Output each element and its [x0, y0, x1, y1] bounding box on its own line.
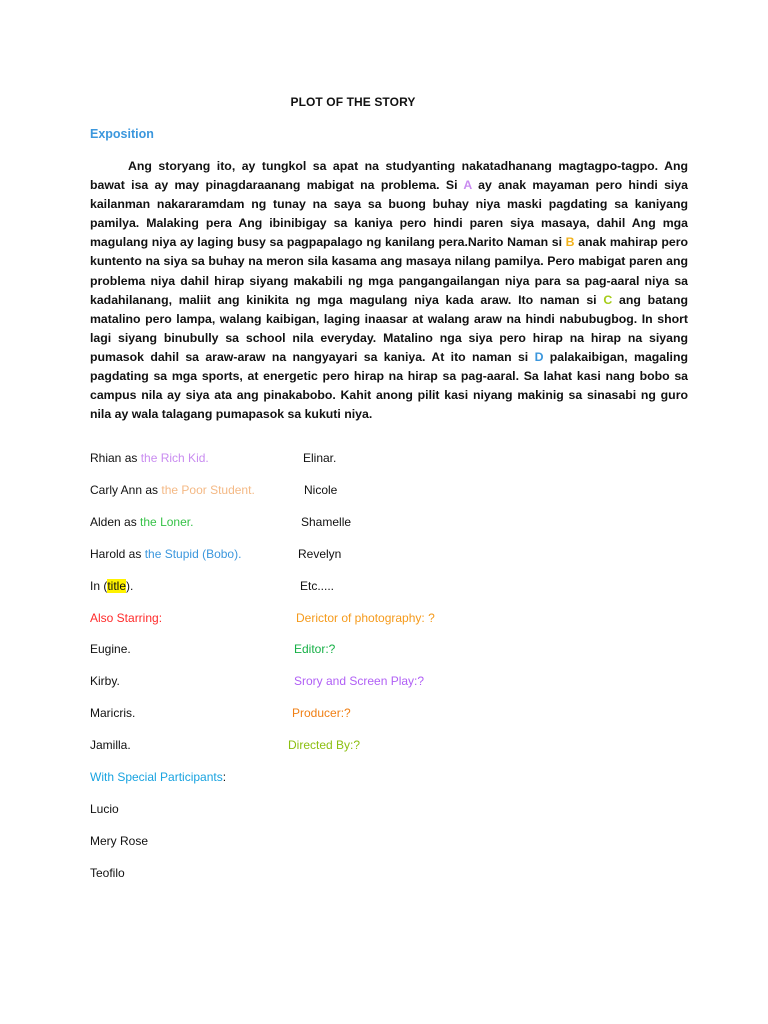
section-heading-exposition: Exposition	[90, 127, 154, 141]
highlighted-title-word: title	[107, 579, 127, 593]
also-starring-label: Also Starring:	[90, 611, 163, 625]
crew-producer: Producer:?	[292, 706, 351, 720]
character-letter-a: A	[463, 178, 472, 193]
right-name-etc: Etc.....	[300, 579, 335, 593]
special-participants-heading	[90, 770, 226, 784]
right-name-shamelle: Shamelle	[301, 515, 352, 529]
character-letter-b: B	[565, 235, 575, 250]
crew-story-screenplay: Srory and Screen Play:?	[294, 674, 425, 688]
cast-role-poor-student: the Poor Student.	[161, 483, 255, 497]
exposition-paragraph	[90, 157, 688, 424]
right-name-revelyn: Revelyn	[298, 547, 342, 561]
paragraph-text-1: Ang storyang ito, ay tungkol sa apat na studyanting nakatadhanang magtagpo-tagpo. Ang bawat isa ay may pinagdaraanang mabigat na problema. Si	[90, 159, 688, 193]
character-letter-d: D	[534, 349, 544, 364]
special-participant-mery-rose: Mery Rose	[90, 834, 149, 848]
cast-role-stupid: the Stupid (Bobo).	[144, 547, 242, 561]
cast-actor-alden: Alden as	[90, 515, 141, 529]
right-name-elinar: Elinar.	[303, 451, 337, 465]
cast-actor-rhian: Rhian as	[90, 451, 141, 465]
also-starring-eugine: Eugine.	[90, 642, 131, 656]
right-name-nicole: Nicole	[304, 483, 338, 497]
special-participant-teofilo: Teofilo	[90, 866, 125, 880]
cast-role-rich-kid: the Rich Kid.	[140, 451, 209, 465]
character-letter-c: C	[603, 292, 613, 307]
special-participants-label: With Special Participants	[90, 770, 223, 784]
paragraph-text-5: palakaibigan, magaling pagdating sa mga sports, at energetic pero hirap na hirap sa pag-aaral. Sa lahat kasi nang bobo sa campus nila ay siya ata ang pinakabobo. Kahit anong pilit kasi niyang makinig sa sinasabi ng guro nila ay wala talagang pumapasok sa kukuti niya.	[90, 349, 688, 422]
crew-directed-by: Directed By:?	[288, 738, 361, 752]
cast-line-alden	[90, 515, 193, 529]
crew-photography: Derictor of photography: ?	[296, 611, 435, 625]
special-participant-lucio: Lucio	[90, 802, 119, 816]
also-starring-jamilla: Jamilla.	[90, 738, 131, 752]
cast-role-loner: the Loner.	[140, 515, 194, 529]
document-title: PLOT OF THE STORY	[290, 95, 416, 109]
paragraph-text-4: ang batang matalino pero lampa, walang kaibigan, laging inaasar at walang araw na hindi nabubugbog. In short lagi siyang binubully sa school nila everyday. Matalino nga siya pero hirap na hirap na siyang pumasok dahil sa araw-araw na nangyayari sa kaniya. At ito naman si	[90, 292, 688, 364]
cast-line-harold	[90, 547, 241, 561]
cast-actor-harold: Harold as	[90, 547, 145, 561]
paragraph-text-3: anak mahirap pero kuntento na siya sa buhay na meron sila kasama ang masaya nilang pamilya. Pero mabigat paren ang problema niya dahil hirap siyang makabili ng mga pangangailangan niya para sa pag-aaral niya sa kadahilanang, maliit ang kinikita ng mga magulang niya kada araw. Ito naman si	[90, 235, 689, 307]
paragraph-text-2: ay anak mayaman pero hindi siya kailanman nakararamdam ng tunay na saya sa buong buhay niya maski pagdating sa kaniyang pamilya. Malaking pera Ang ibinibigay sa kaniya pero hindi paren siya masaya, dahil Ang mga magulang niya ay laging busy sa pagpapalago ng kanilang pera.Narito Naman si	[90, 178, 688, 250]
special-participants-colon: :	[222, 770, 227, 784]
cast-in-prefix: In (	[90, 579, 108, 593]
cast-line-rhian	[90, 451, 209, 465]
crew-editor: Editor:?	[294, 642, 336, 656]
cast-line-carly	[90, 483, 255, 497]
also-starring-maricris: Maricris.	[90, 706, 136, 720]
cast-actor-carly: Carly Ann as	[90, 483, 162, 497]
cast-in-suffix: ).	[126, 579, 134, 593]
also-starring-kirby: Kirby.	[90, 674, 120, 688]
cast-line-title	[90, 579, 133, 593]
